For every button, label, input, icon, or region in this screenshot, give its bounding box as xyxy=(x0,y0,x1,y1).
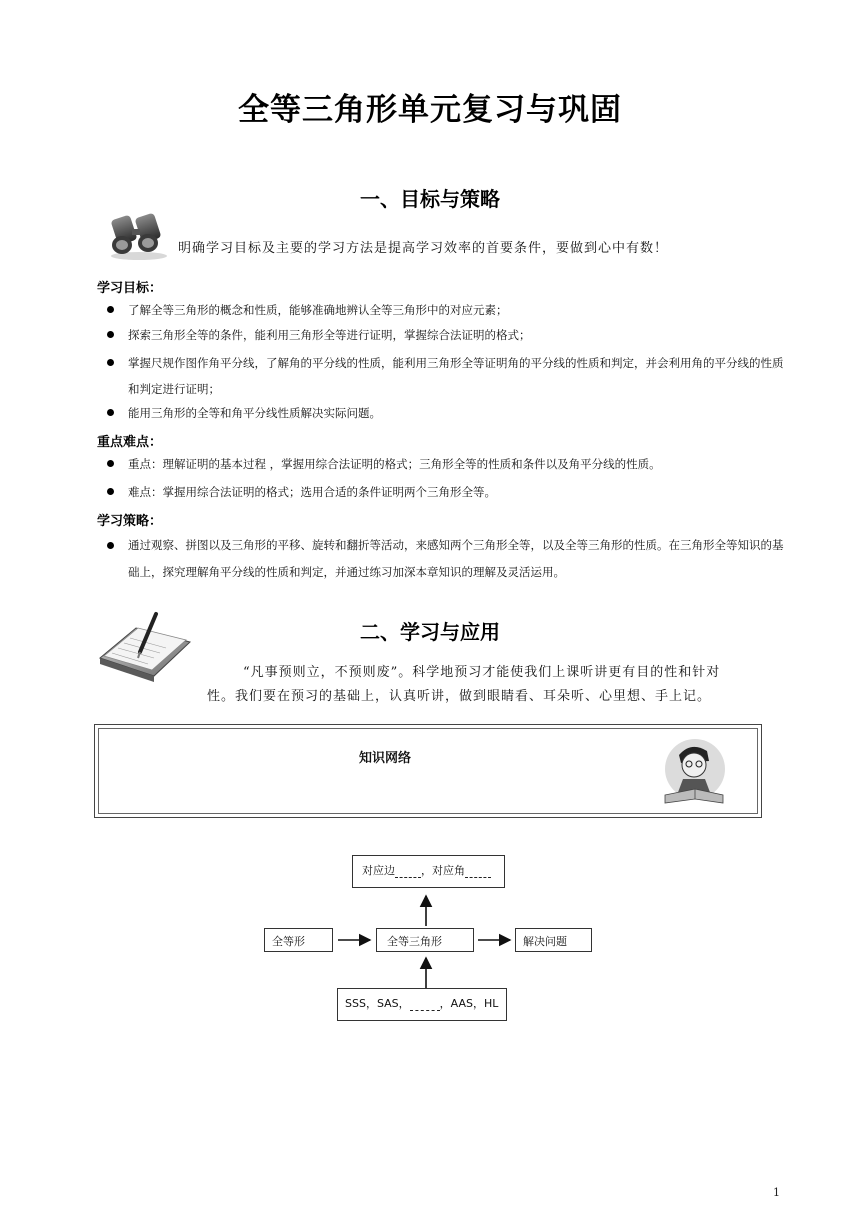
list-item: 重点：理解证明的基本过程 ，掌握用综合法证明的格式；三角形全等的性质和条件以及角平分线的性质。 xyxy=(97,453,787,475)
page-title: 全等三角形单元复习与巩固 xyxy=(238,92,622,128)
criteria-box: SSS，SAS， ，AAS，HL xyxy=(337,988,507,1021)
strategy-label: 学习策略： xyxy=(97,514,163,529)
binoculars-icon xyxy=(106,211,172,261)
section-heading-learning: 二、学习与应用 xyxy=(360,620,500,644)
corresponding-parts-box: 对应边 ，对应角 xyxy=(352,855,505,888)
list-item: 了解全等三角形的概念和性质，能够准确地辨认全等三角形中的对应元素； xyxy=(97,299,787,321)
section2-intro-line1: “凡事预则立，不预则废”。科学地预习才能使我们上课听讲更有目的性和针对 xyxy=(243,665,721,680)
list-item: 通过观察、拼图以及三角形的平移、旋转和翻折等活动，来感知两个三角形全等，以及全等三角形的性质。在三角形全等知识的基础上，探究理解角平分线的性质和判定，并通过练习加深本章知识的理解及灵活运用。 xyxy=(97,532,787,586)
knowledge-diagram xyxy=(256,850,596,1030)
congruent-triangles-box: 全等三角形 xyxy=(376,928,474,952)
list-item: 掌握尺规作图作角平分线，了解角的平分线的性质，能利用三角形全等证明角的平分线的性质和判定，并会利用角的平分线的性质和判定进行证明； xyxy=(97,350,787,402)
knowledge-network-box xyxy=(94,724,762,818)
section2-intro-line2: 性。我们要在预习的基础上，认真听讲，做到眼睛看、耳朵听、心里想、手上记。 xyxy=(207,689,712,704)
section-heading-goals: 一、目标与策略 xyxy=(360,187,500,211)
page-number: 1 xyxy=(773,1186,780,1199)
section1-intro: 明确学习目标及主要的学习方法是提高学习效率的首要条件，要做到心中有数！ xyxy=(178,241,669,256)
list-item: 能用三角形的全等和角平分线性质解决实际问题。 xyxy=(97,402,787,424)
congruent-figures-box: 全等形 xyxy=(264,928,333,952)
knowledge-network-title: 知识网络 xyxy=(359,751,412,766)
key-points-label: 重点难点： xyxy=(97,435,163,450)
goals-label: 学习目标： xyxy=(97,281,163,296)
list-item: 难点：掌握用综合法证明的格式；选用合适的条件证明两个三角形全等。 xyxy=(97,481,787,503)
list-item: 探索三角形全等的条件，能利用三角形全等进行证明，掌握综合法证明的格式； xyxy=(97,324,787,346)
reading-person-icon xyxy=(657,735,729,809)
solve-problems-box: 解决问题 xyxy=(515,928,592,952)
